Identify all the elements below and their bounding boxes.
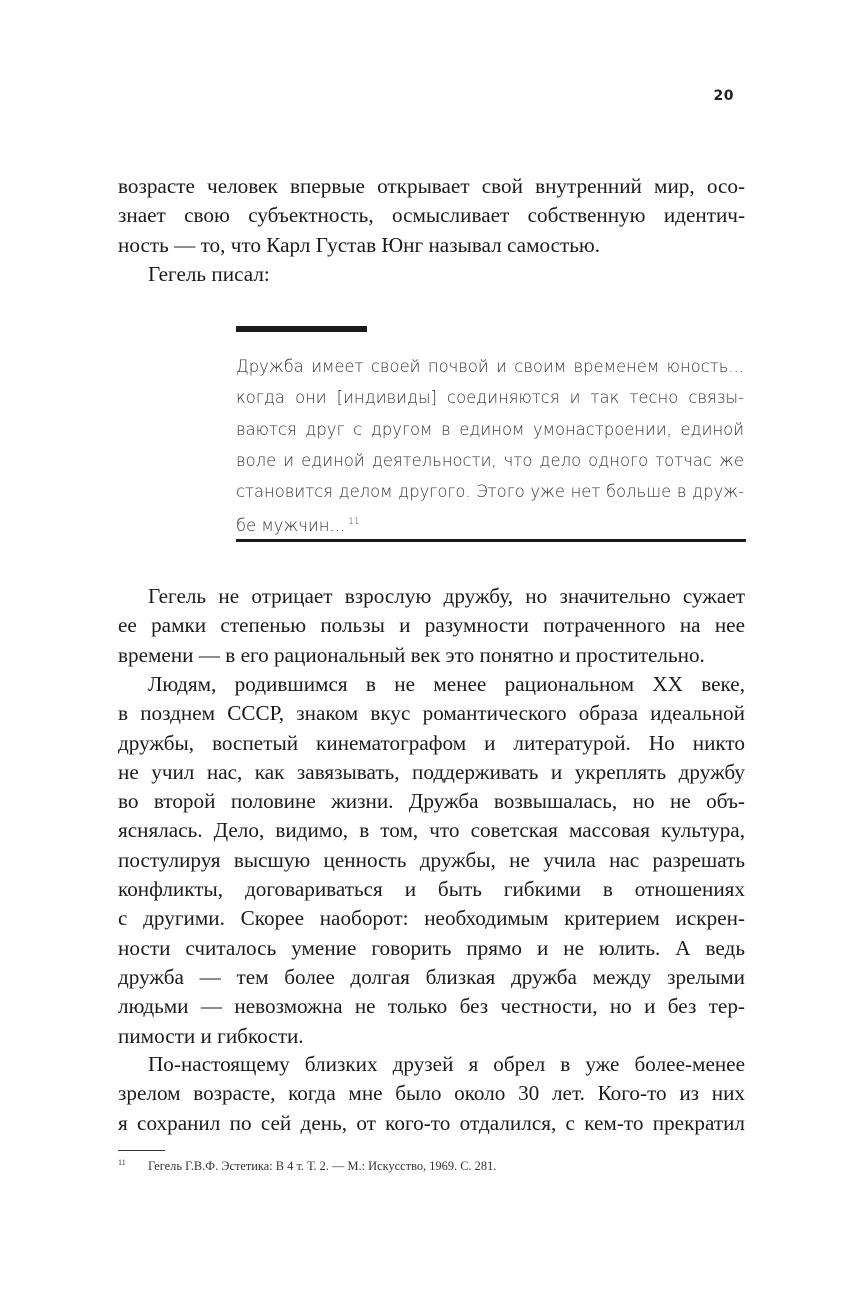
quote-line: когда они [индивиды] соединяются и так тесно связы- — [236, 388, 744, 408]
text-line: По-настоящему близких друзей я обрел в уже более-менее — [148, 1052, 745, 1076]
text-line: возрасте человек впервые открывает свой внутренний мир, осо- — [118, 174, 745, 198]
footnote-text: Гегель Г.В.Ф. Эстетика: В 4 т. Т. 2. — М.: Искусство, 1969. С. 281. — [148, 1159, 497, 1173]
footnote-reference[interactable]: 11 — [348, 517, 360, 528]
quote-top-bar — [236, 326, 367, 332]
text-line: людьми — невозможна не только без честности, но и без тер- — [118, 994, 745, 1019]
blockquote — [236, 351, 744, 542]
quote-line: ваются друг с другом в едином умонастроении, единой — [236, 419, 744, 439]
text-line: конфликты, договариваться и быть гибкими в отношениях — [118, 877, 745, 902]
text-line: Гегель не отрицает взрослую дружбу, но значительно сужает — [148, 584, 745, 608]
page-number: 20 — [713, 88, 734, 104]
text-line: ность — то, что Карл Густав Юнг называл самостью. — [118, 232, 601, 257]
text-line: дружбы, воспетый кинематографом и литературой. Но никто — [118, 730, 745, 755]
text-line: времени — в его рациональный век это понятно и простительно. — [118, 642, 705, 667]
quote-line-text: бе мужчин... — [236, 516, 346, 536]
text-line: во второй половине жизни. Дружба возвышалась, но не объ- — [118, 789, 745, 814]
text-line: я сохранил по сей день, от кого-то отдалился, с кем-то прекратил — [118, 1110, 745, 1135]
quote-line: становится делом другого. Этого уже нет больше в друж- — [236, 482, 744, 502]
quote-line — [236, 507, 744, 541]
text-line: Людям, родившимся в не менее рациональном XX веке, — [148, 672, 745, 696]
paragraph-friends — [118, 1050, 745, 1138]
text-line: ее рамки степенью пользы и разумности потраченного на нее — [118, 613, 745, 638]
footnote — [118, 1158, 745, 1174]
text-line: не учил нас, как завязывать, поддерживать и укреплять дружбу — [118, 759, 745, 784]
text-line: постулируя высшую ценность дружбы, не учила нас разрешать — [118, 847, 745, 872]
paragraph-ussr — [118, 670, 745, 1051]
text-line: знает свою субъектность, осмысливает собственную идентич- — [118, 203, 745, 228]
text-line: с другими. Скорее наоборот: необходимым критерием искрен- — [118, 906, 745, 931]
paragraph-intro — [118, 172, 745, 289]
text-line: пимости и гибкости. — [118, 1023, 304, 1048]
text-line: в позднем СССР, знаком вкус романтического образа идеальной — [118, 701, 745, 726]
text-line: зрелом возрасте, когда мне было около 30 лет. Кого-то из них — [118, 1081, 745, 1106]
quote-lead-in: Гегель писал: — [148, 261, 270, 286]
quote-bottom-bar — [236, 539, 746, 542]
quote-line: Дружба имеет своей почвой и своим временем юность... — [236, 357, 744, 376]
text-line: дружба — тем более долгая близкая дружба между зрелыми — [118, 964, 745, 989]
footnote-number: 11 — [118, 1158, 126, 1167]
paragraph-hegel-comment — [118, 582, 745, 670]
text-line: ности считалось умение говорить прямо и не юлить. А ведь — [118, 935, 745, 960]
text-line: яснялась. Дело, видимо, в том, что советская массовая культура, — [118, 818, 745, 843]
quote-line: воле и единой деятельности, что дело одного тотчас же — [236, 450, 744, 470]
footnote-rule — [118, 1150, 165, 1151]
